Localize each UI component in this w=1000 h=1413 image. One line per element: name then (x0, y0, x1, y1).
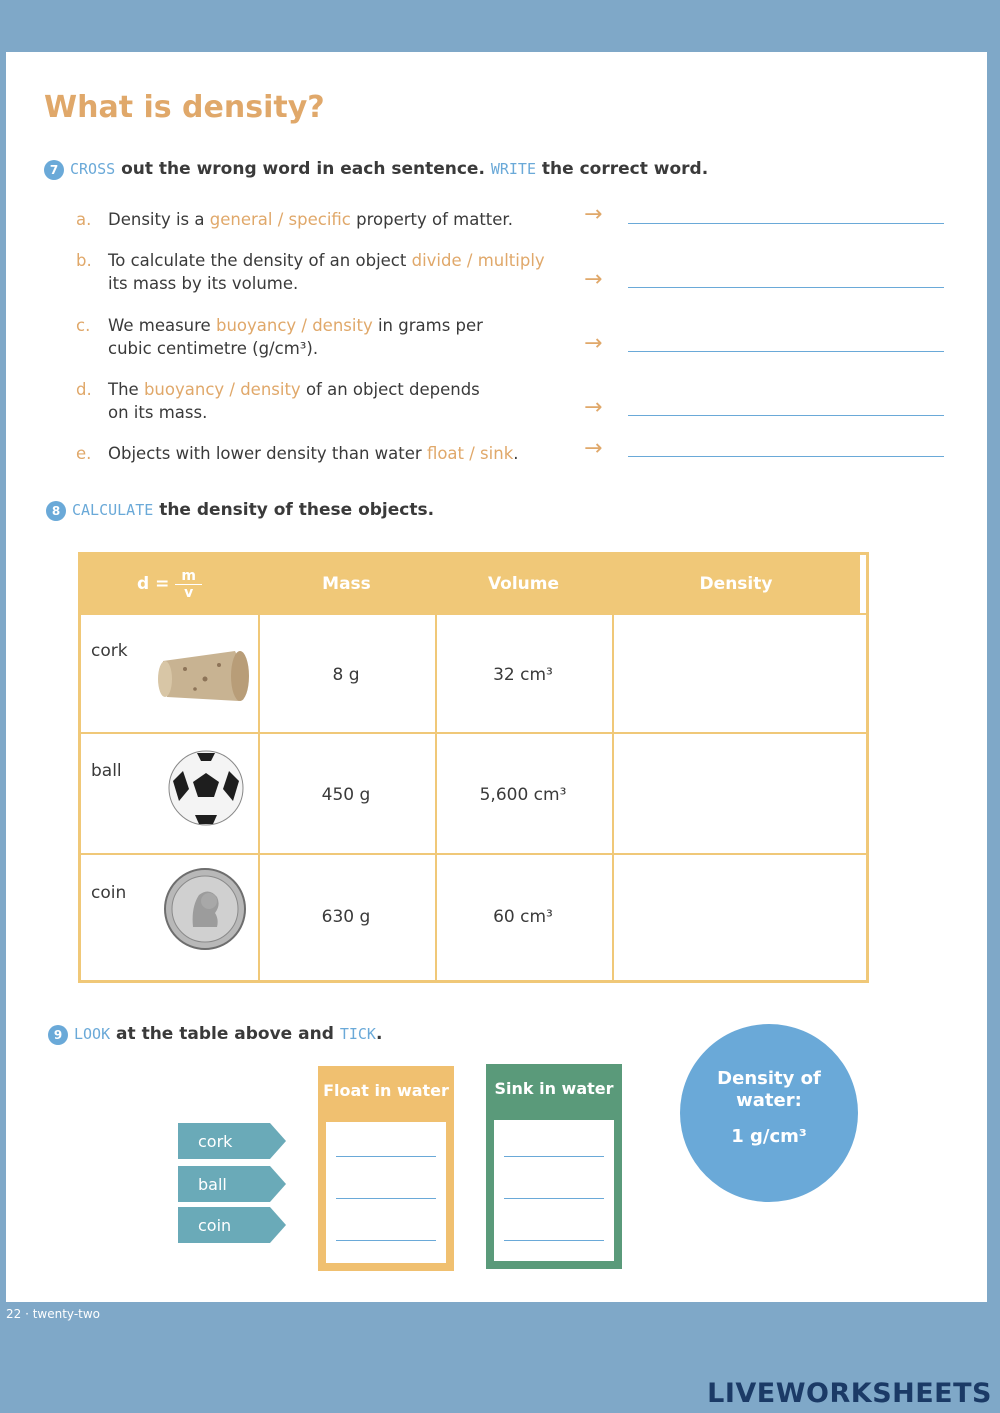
sink-line-1[interactable] (504, 1156, 604, 1157)
q9-instruction: 9 LOOK at the table above and TICK. (48, 1024, 382, 1045)
cork-image (155, 647, 251, 705)
arrow-icon: → (584, 331, 603, 356)
word-options[interactable]: buoyancy / density (143, 380, 301, 399)
formula-header: d = $\frac{m}{v}$ (81, 555, 258, 613)
q8-verb-calculate: CALCULATE (72, 501, 154, 519)
q7-verb-cross: CROSS (70, 160, 116, 178)
cork-density-input[interactable] (614, 615, 860, 732)
q9-verb-look: LOOK (74, 1025, 111, 1043)
answer-line-b[interactable] (628, 287, 944, 288)
answer-line-d[interactable] (628, 415, 944, 416)
q7-item-b: b. To calculate the density of an object divide / multiply its mass by its volume. (76, 251, 545, 293)
coin-density-input[interactable] (614, 855, 860, 974)
row-label-ball: ball (91, 761, 122, 781)
answer-line-c[interactable] (628, 351, 944, 352)
cork-volume: 32 cm³ (493, 665, 553, 685)
sink-line-2[interactable] (504, 1198, 604, 1199)
ball-mass: 450 g (321, 785, 371, 805)
q8-instruction: 8 CALCULATE the density of these objects. (46, 500, 434, 521)
q7-item-c: c. We measure buoyancy / density in grams per cubic centimetre (g/cm³). (76, 316, 483, 358)
coin-volume: 60 cm³ (493, 907, 553, 927)
q7-number: 7 (44, 160, 64, 180)
sink-label: Sink in water (494, 1078, 614, 1098)
float-line-2[interactable] (336, 1198, 436, 1199)
tag-cork[interactable]: cork (178, 1123, 270, 1159)
ball-density-input[interactable] (614, 734, 860, 853)
volume-header: Volume (435, 555, 612, 613)
page-title: What is density? (44, 90, 325, 125)
arrow-icon: → (584, 395, 603, 420)
density-table (78, 552, 869, 983)
word-options[interactable]: divide / multiply (411, 251, 545, 270)
tag-ball[interactable]: ball (178, 1166, 270, 1202)
arrow-icon: → (584, 267, 603, 292)
water-density-circle (680, 1024, 858, 1202)
sink-line-3[interactable] (504, 1240, 604, 1241)
row-label-cork: cork (91, 641, 128, 661)
liveworksheets-logo: LIVEWORKSHEETS (707, 1378, 992, 1409)
word-options[interactable]: float / sink (426, 444, 514, 463)
coin-image (163, 867, 247, 951)
q7-verb-write: WRITE (490, 160, 536, 178)
arrow-icon: → (584, 202, 603, 227)
answer-line-a[interactable] (628, 223, 944, 224)
ball-image (167, 749, 245, 827)
density-header: Density (612, 555, 860, 613)
mass-header: Mass (258, 555, 435, 613)
float-box (318, 1066, 454, 1271)
ball-volume: 5,600 cm³ (479, 785, 567, 805)
row-label-coin: coin (91, 883, 127, 903)
q9-verb-tick: TICK (339, 1025, 376, 1043)
float-line-1[interactable] (336, 1156, 436, 1157)
answer-line-e[interactable] (628, 456, 944, 457)
q7-item-a: a. Density is a general / specific property of matter. (76, 210, 513, 229)
coin-mass: 630 g (321, 907, 371, 927)
cork-mass: 8 g (332, 665, 360, 685)
q7-item-e: e. Objects with lower density than water float / sink. (76, 444, 519, 463)
word-options[interactable]: general / specific (209, 210, 351, 229)
float-line-3[interactable] (336, 1240, 436, 1241)
tag-coin[interactable]: coin (178, 1207, 270, 1243)
circle-title: Density of water: (717, 1068, 821, 1111)
float-label: Float in water (323, 1080, 449, 1100)
circle-value: 1 g/cm³ (731, 1126, 807, 1147)
arrow-icon: → (584, 436, 603, 461)
word-options[interactable]: buoyancy / density (215, 316, 373, 335)
sink-box (486, 1064, 622, 1269)
q7-item-d: d. The buoyancy / density of an object depends on its mass. (76, 380, 480, 422)
worksheet-page (6, 52, 987, 1321)
page-footer: 22 · twenty-two (6, 1307, 101, 1321)
q7-instruction: 7 CROSS out the wrong word in each sentence. WRITE the correct word. (44, 159, 708, 180)
